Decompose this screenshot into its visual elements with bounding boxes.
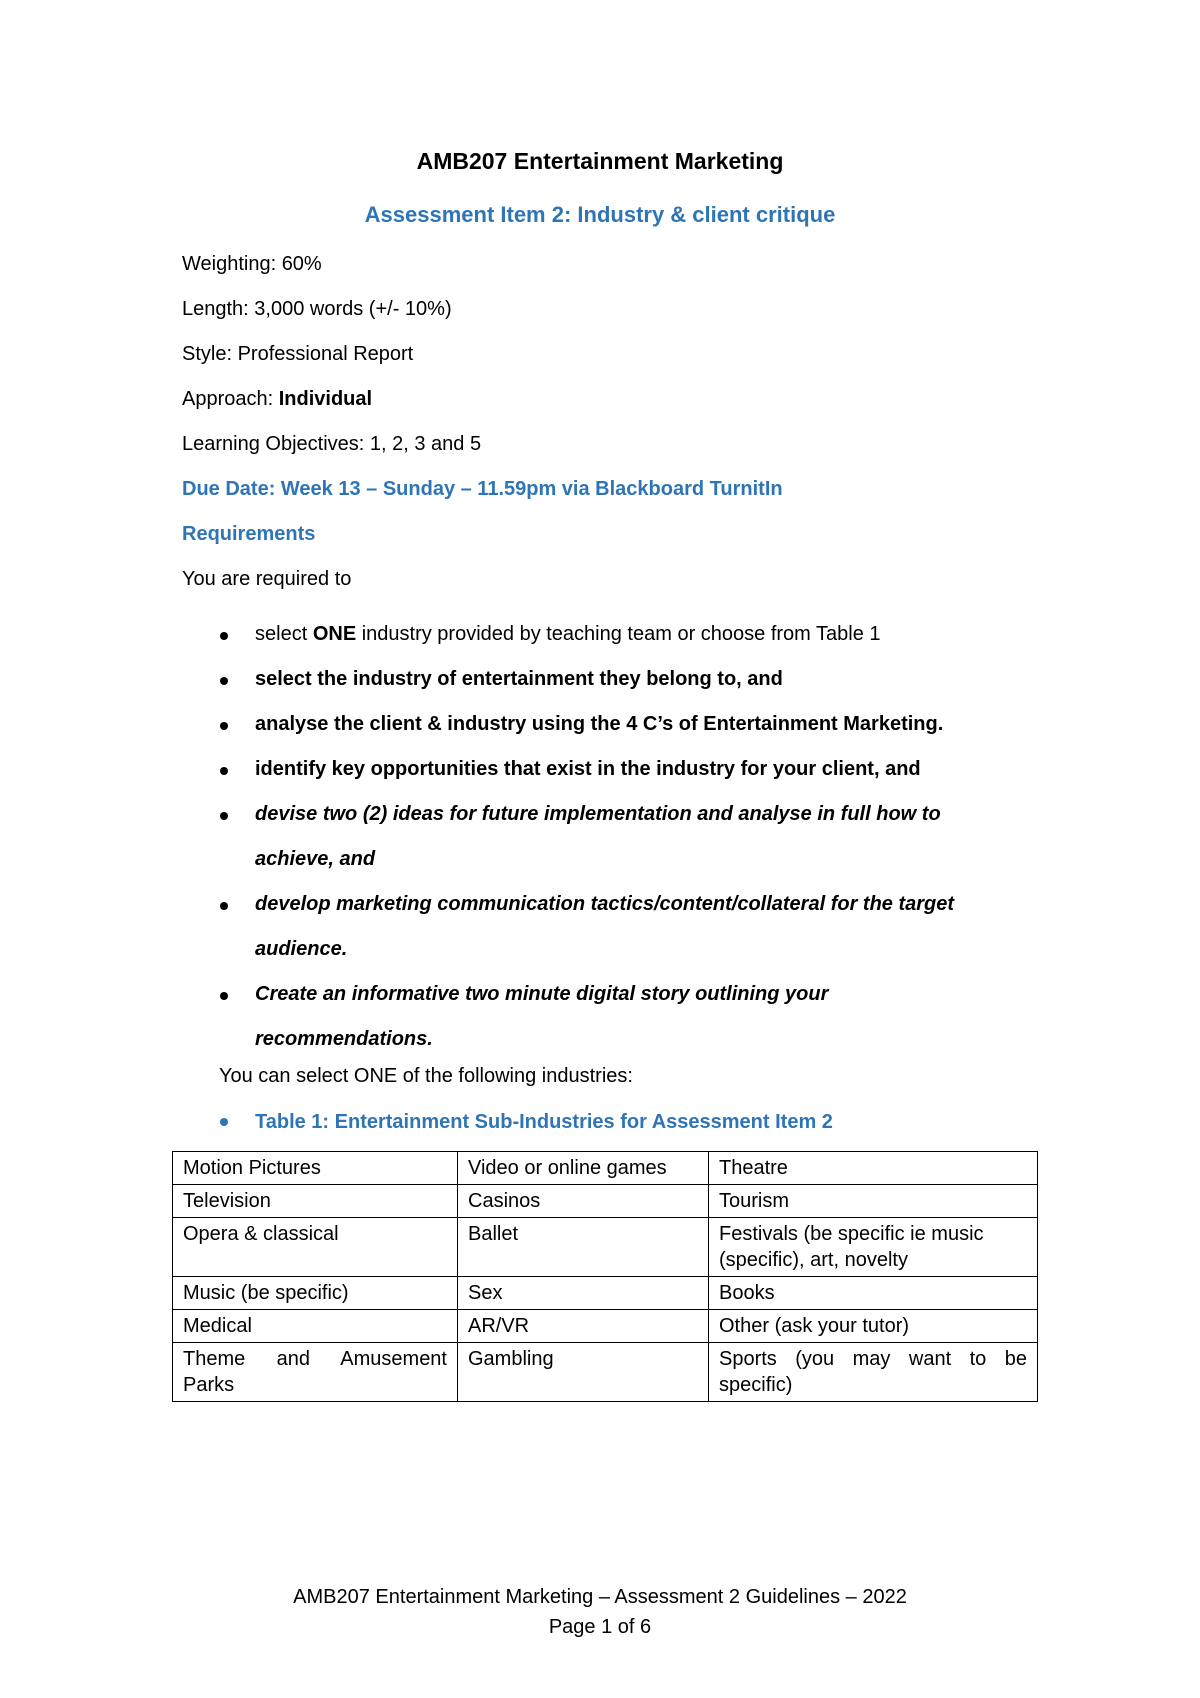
table-row <box>173 1277 1038 1310</box>
list-item-text: achieve, and <box>255 848 376 870</box>
list-item-text: Create an informative two minute digital story outlining your <box>255 983 829 1005</box>
table-caption-text: Table 1: Entertainment Sub-Industries for Assessment Item 2 <box>255 1111 833 1133</box>
list-item-text: select the industry of entertainment they belong to, and <box>255 668 783 690</box>
bullet-icon <box>220 677 228 685</box>
length-text: Length: 3,000 words (+/- 10%) <box>182 298 452 320</box>
style-text: Style: Professional Report <box>182 343 414 365</box>
table-cell: Other (ask your tutor) <box>709 1310 1038 1343</box>
list-item-text: audience. <box>255 938 348 960</box>
weighting-text: Weighting: 60% <box>182 253 322 275</box>
bullet-icon <box>220 722 228 730</box>
approach-value: Individual <box>278 388 373 410</box>
table-cell: Tourism <box>709 1185 1038 1218</box>
table-cell: Music (be specific) <box>173 1277 458 1310</box>
table-cell: Opera & classical <box>173 1218 458 1277</box>
page-number: Page 1 of 6 <box>548 1616 652 1638</box>
table-row <box>173 1185 1038 1218</box>
bullet-icon <box>220 767 228 775</box>
approach-text <box>182 387 372 411</box>
table-cell: Casinos <box>458 1185 709 1218</box>
list-item-text: industry provided by teaching team or choose from Table 1 <box>356 623 881 645</box>
table-cell: Television <box>173 1185 458 1218</box>
list-item-text: recommendations. <box>255 1028 433 1050</box>
table-cell: Sports (you may want to be specific) <box>709 1343 1038 1402</box>
list-item-text: identify key opportunities that exist in the industry for your client, and <box>255 758 921 780</box>
table-row <box>173 1310 1038 1343</box>
table-cell: Theatre <box>709 1152 1038 1185</box>
table-cell: Festivals (be specific ie music (specific), art, novelty <box>709 1218 1038 1277</box>
list-item-text: analyse the client & industry using the 4 C’s of Entertainment Marketing. <box>255 713 944 735</box>
table-cell: Gambling <box>458 1343 709 1402</box>
table-cell: Theme and Amusement Parks <box>173 1343 458 1402</box>
table-row <box>173 1152 1038 1185</box>
table-cell: Books <box>709 1277 1038 1310</box>
footer-title: AMB207 Entertainment Marketing – Assessment 2 Guidelines – 2022 <box>293 1586 907 1608</box>
list-item-text: select <box>255 623 313 645</box>
bullet-icon <box>220 992 228 1000</box>
bullet-icon <box>220 812 228 820</box>
list-item-text: devise two (2) ideas for future implementation and analyse in full how to <box>255 803 941 825</box>
table-row <box>173 1343 1038 1402</box>
table-cell: Ballet <box>458 1218 709 1277</box>
bullet-icon <box>220 632 228 640</box>
industries-table <box>172 1151 1038 1402</box>
requirements-intro: You are required to <box>182 568 352 590</box>
list-item-emphasis: ONE <box>312 623 357 645</box>
table-row <box>173 1218 1038 1277</box>
table-cell: AR/VR <box>458 1310 709 1343</box>
select-instruction: You can select ONE of the following industries: <box>219 1065 633 1087</box>
bullet-icon <box>220 1118 228 1126</box>
due-date-text: Due Date: Week 13 – Sunday – 11.59pm via Blackboard TurnitIn <box>182 478 783 500</box>
table-cell: Sex <box>458 1277 709 1310</box>
document-title: AMB207 Entertainment Marketing <box>416 148 784 174</box>
requirements-heading: Requirements <box>182 523 316 545</box>
table-cell: Medical <box>173 1310 458 1343</box>
document-subtitle: Assessment Item 2: Industry & client critique <box>364 202 836 227</box>
table-cell: Video or online games <box>458 1152 709 1185</box>
table-cell: Motion Pictures <box>173 1152 458 1185</box>
approach-label: Approach: <box>182 388 279 410</box>
objectives-text: Learning Objectives: 1, 2, 3 and 5 <box>182 433 482 455</box>
list-item-text: develop marketing communication tactics/content/collateral for the target <box>255 893 955 915</box>
bullet-icon <box>220 902 228 910</box>
